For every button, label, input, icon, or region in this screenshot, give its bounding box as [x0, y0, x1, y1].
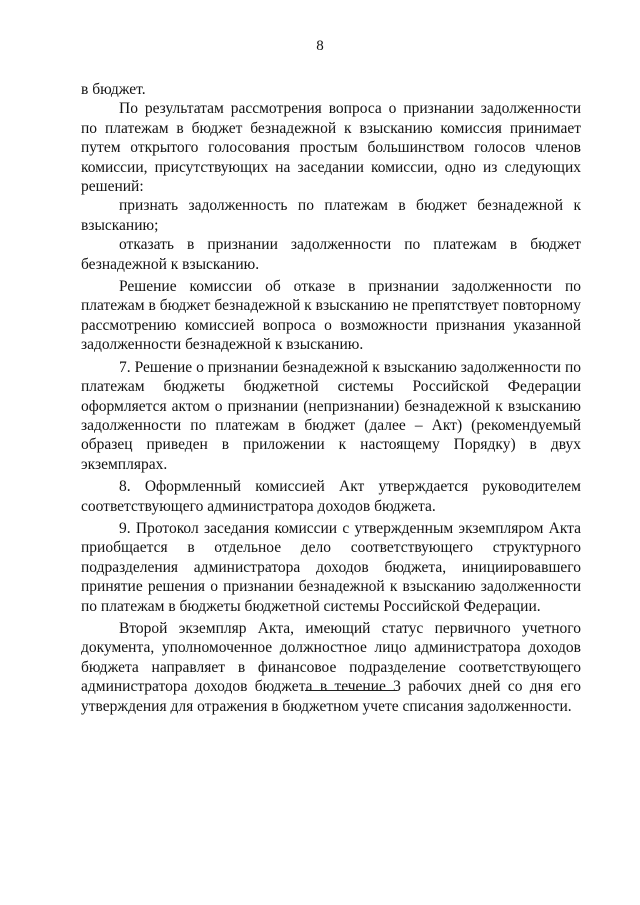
paragraph-item-8: 8. Оформленный комиссией Акт утверждается руководителем соответствующего администратора доходов бюджета.: [81, 478, 581, 515]
page-number: 8: [316, 38, 324, 54]
paragraph-second-copy: Второй экземпляр Акта, имеющий статус первичного учетного документа, уполномоченное должностное лицо администратора доходов бюджета направляет в финансовое подразделение соответствующего администратора доходов бюджета в течение 3 рабочих дней со дня его утверждения для отражения в бюджетном учете списания задолженности.: [81, 619, 581, 715]
closing-divider: [305, 690, 397, 691]
paragraph-refusal-effect: Решение комиссии об отказе в признании задолженности по платежам в бюджет безнадежной к взысканию не препятствует повторному рассмотрению комиссией вопроса о возможности признания указанной задолженности безнадежной к взысканию.: [81, 278, 581, 354]
paragraph-review-results: По результатам рассмотрения вопроса о признании задолженности по платежам в бюджет безнадежной к взысканию комиссия принимает путем открытого голосования простым большинством голосов членов комиссии, присутствующих на заседании комиссии, одно из следующих решений:: [81, 100, 581, 196]
paragraph-decision-recognize: признать задолженность по платежам в бюджет безнадежной к взысканию;: [81, 197, 581, 234]
paragraph-decision-refuse: отказать в признании задолженности по платежам в бюджет безнадежной к взысканию.: [81, 236, 581, 273]
document-body: [81, 80, 581, 716]
paragraph-item-7: 7. Решение о признании безнадежной к взысканию задолженности по платежам бюджеты бюджетной системы Российской Федерации оформляется актом о признании (непризнании) безнадежной к взысканию задолженности по платежам в бюджет (далее – Акт) (рекомендуемый образец приведен в приложении к настоящему Порядку) в двух экземплярах.: [81, 358, 581, 473]
paragraph-item-9: 9. Протокол заседания комиссии с утвержденным экземпляром Акта приобщается в отдельное дело соответствующего структурного подразделения администратора доходов бюджета, инициировавшего принятие решения о признании безнадежной к взысканию задолженности по платежам в бюджеты бюджетной системы Российской Федерации.: [81, 519, 581, 615]
paragraph-continuation: в бюджет.: [81, 81, 146, 98]
